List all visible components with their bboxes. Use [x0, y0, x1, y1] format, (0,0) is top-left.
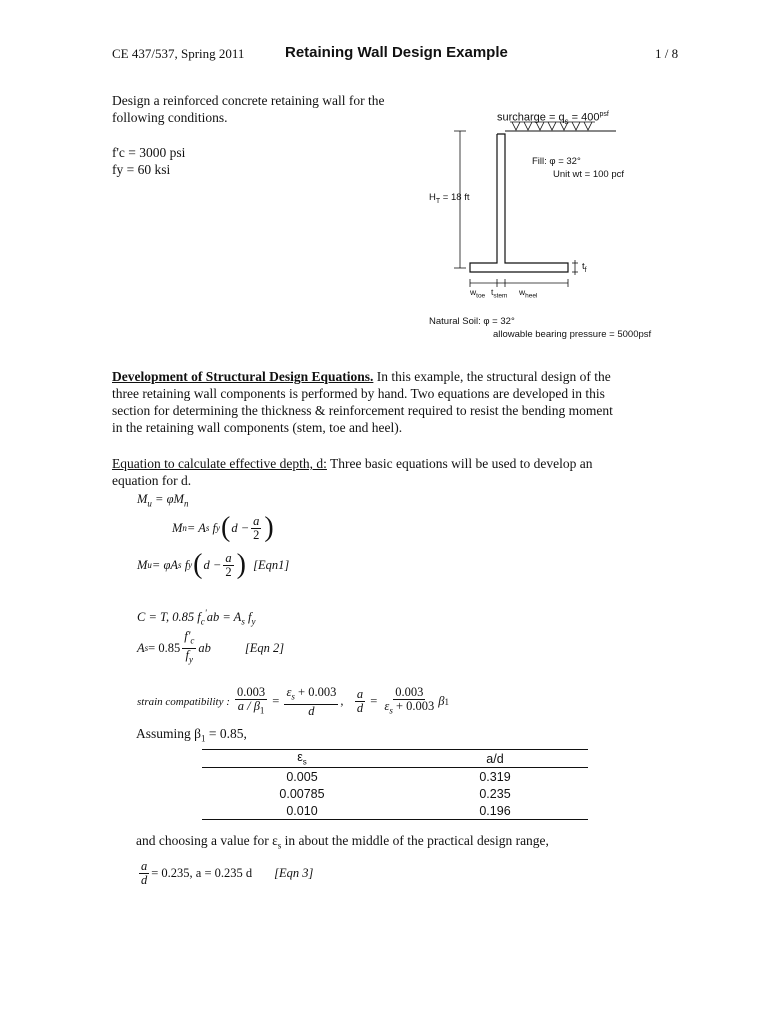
intro-line2: following conditions. — [112, 110, 228, 125]
surcharge-label: surcharge = $q_s = 400^{psf}$ — [497, 111, 609, 126]
design-params — [112, 144, 185, 178]
unit-weight-label: Unit wt = 100 pcf — [553, 169, 625, 180]
wheel-label: $w_{heel}$ — [519, 287, 538, 300]
table-row: 0.00785 0.235 — [279, 786, 511, 801]
width-dimension — [470, 279, 568, 287]
table-header-ad: a/d — [402, 750, 588, 768]
equation-2: A s = 0.85 $\frac{f'_c}{f_y}$ ab [Eqn 2] — [137, 629, 285, 664]
page-title: Retaining Wall Design Example — [285, 44, 508, 61]
effective-heading: Equation to calculate effective depth, d: — [112, 456, 327, 471]
equation-mu: $M_u = \varphi M_n$ — [137, 492, 189, 509]
strain-ratio-table — [202, 749, 588, 820]
natural-soil-label: Natural Soil: φ = 32° — [429, 316, 515, 327]
equation-mn: M n = A s f y ( d − $\frac{a}{2}$ ) — [172, 512, 274, 543]
equation-ct: C = T, 0.85 $f_c'ab = A_s$ $f_y$ — [137, 608, 256, 627]
page-number: 1 / 8 — [655, 46, 679, 61]
development-line4: in the retaining wall components (stem, toe and heel). — [112, 420, 403, 435]
development-line1: In this example, the structural design of the — [373, 369, 611, 384]
header-course: CE 437/537, Spring 2011 — [112, 46, 245, 61]
intro-line1: Design a reinforced concrete retaining wall for the — [112, 93, 385, 108]
fy-value: fy = 60 ksi — [112, 162, 171, 177]
development-line2: three retaining wall components is performed by hand. Two equations are developed in this — [112, 386, 605, 401]
effective-depth-paragraph — [112, 455, 682, 489]
effective-line1: Three basic equations will be used to develop an — [326, 456, 593, 471]
fc-value: f'c = 3000 psi — [112, 145, 186, 160]
tf-label: $t_f$ — [582, 261, 587, 274]
choosing-text: and choosing a value for $\varepsilon_s$ in about the middle of the practical design range, — [136, 833, 549, 851]
bearing-label: allowable bearing pressure = 5000psf — [493, 329, 652, 340]
wtoe-label: $w_{toe}$ — [470, 287, 486, 300]
table-header-strain: $\varepsilon_s$ — [202, 750, 402, 768]
intro-text — [112, 92, 385, 126]
tf-dimension — [572, 260, 578, 275]
development-paragraph — [112, 368, 682, 436]
equation-1: M u = φA s f y ( d − $\frac{a}{2}$ ) [Eqn1] — [137, 549, 290, 580]
table-row: 0.005 0.319 — [286, 769, 511, 784]
retaining-wall-diagram — [420, 100, 680, 350]
equation-strain: strain compatibility : $\frac{0.003}{a / \beta_1}$ = $\frac{\varepsilon_s + 0.003}{d}$ , $\frac{a}{d}$ = $\frac{0.003}{\varepsilon_s + 0.003}$ β 1 — [137, 685, 450, 718]
tstem-label: $t_{stem}$ — [491, 287, 508, 300]
height-label: $H_T = 18$ ft — [429, 192, 470, 205]
table-row: 0.010 0.196 — [202, 802, 588, 820]
effective-line2: equation for d. — [112, 473, 192, 488]
development-line3: section for determining the thickness & reinforcement required to resist the bending moment — [112, 403, 613, 418]
assuming-text: Assuming $\beta_1 = 0.85$, — [136, 726, 247, 744]
wall-outline — [470, 134, 568, 272]
development-heading: Development of Structural Design Equations. — [112, 369, 374, 384]
fill-label: Fill: φ = 32° — [532, 156, 581, 167]
equation-3: $\frac{a}{d}$ = 0.235, a = 0.235 d [Eqn 3] — [141, 859, 314, 887]
